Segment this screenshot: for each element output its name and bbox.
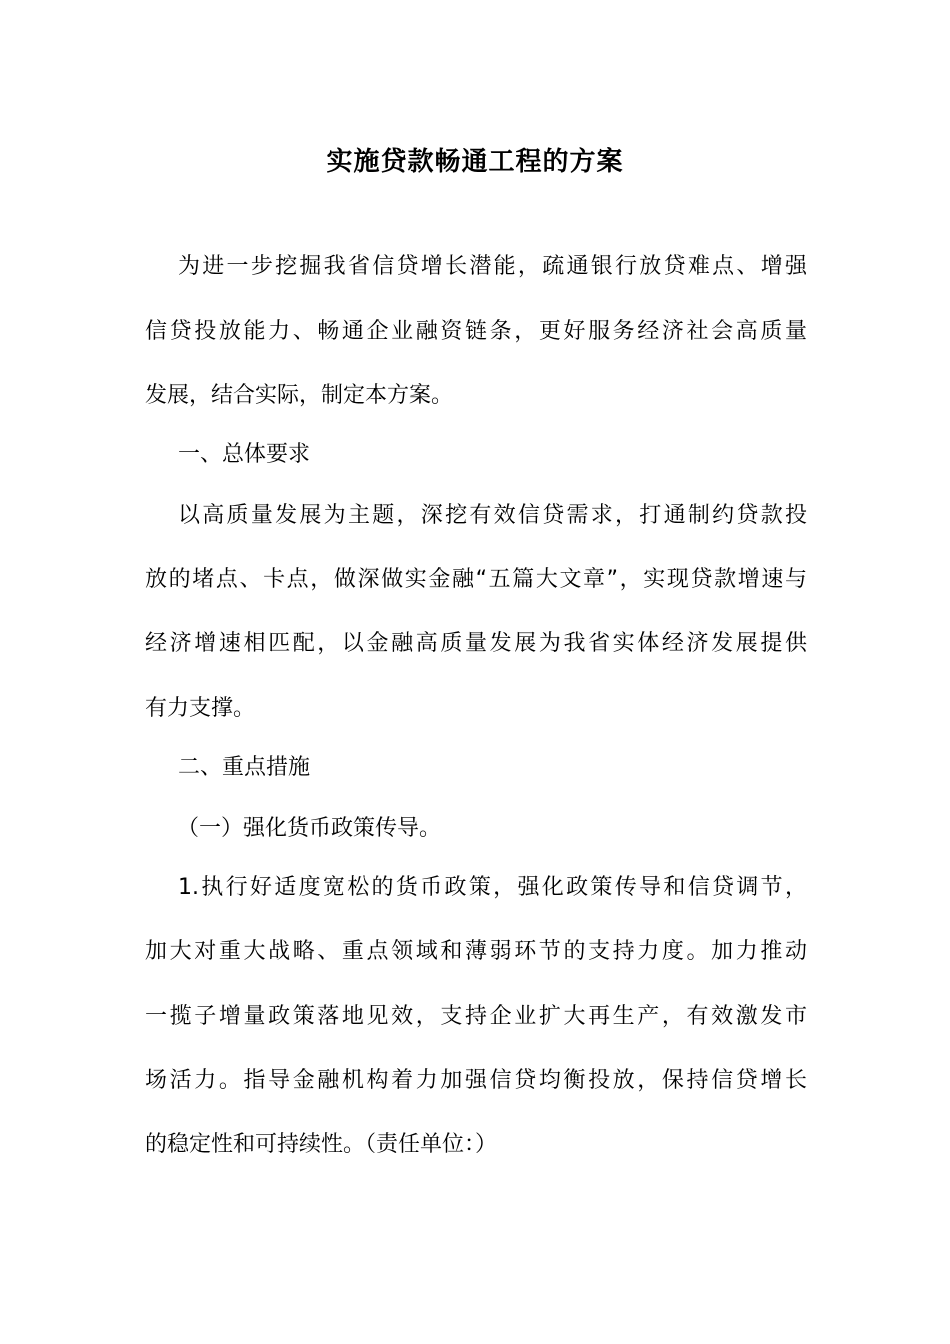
paragraph-line: 的稳定性和可持续性。（责任单位：） — [145, 1132, 498, 1157]
paragraph-line: 发展，结合实际，制定本方案。 — [145, 383, 454, 408]
paragraph-line: 信贷投放能力、畅通企业融资链条，更好服务经济社会高质量 — [145, 319, 807, 344]
paragraph-line: 为进一步挖掘我省信贷增长潜能，疏通银行放贷难点、增强 — [178, 254, 807, 279]
paragraph-line: 以高质量发展为主题，深挖有效信贷需求，打通制约贷款投 — [178, 503, 807, 528]
section-heading: 二、重点措施 — [178, 755, 311, 780]
paragraph-line: 有力支撑。 — [145, 696, 256, 721]
paragraph-line: 加大对重大战略、重点领域和薄弱环节的支持力度。加力推动 — [145, 939, 807, 964]
document-title: 实施贷款畅通工程的方案 — [326, 147, 624, 177]
section-heading: 一、总体要求 — [178, 442, 311, 467]
paragraph-line: 一揽子增量政策落地见效，支持企业扩大再生产，有效激发市 — [145, 1004, 807, 1029]
subsection-heading: （一）强化货币政策传导。 — [177, 816, 442, 841]
paragraph-line: 场活力。指导金融机构着力加强信贷均衡投放，保持信贷增长 — [145, 1068, 807, 1093]
paragraph-line: 经济增速相匹配，以金融高质量发展为我省实体经济发展提供 — [145, 631, 807, 656]
paragraph-line: 放的堵点、卡点，做深做实金融“五篇大文章”，实现贷款增速与 — [145, 567, 807, 592]
paragraph-line: 1.执行好适度宽松的货币政策，强化政策传导和信贷调节， — [178, 875, 807, 900]
